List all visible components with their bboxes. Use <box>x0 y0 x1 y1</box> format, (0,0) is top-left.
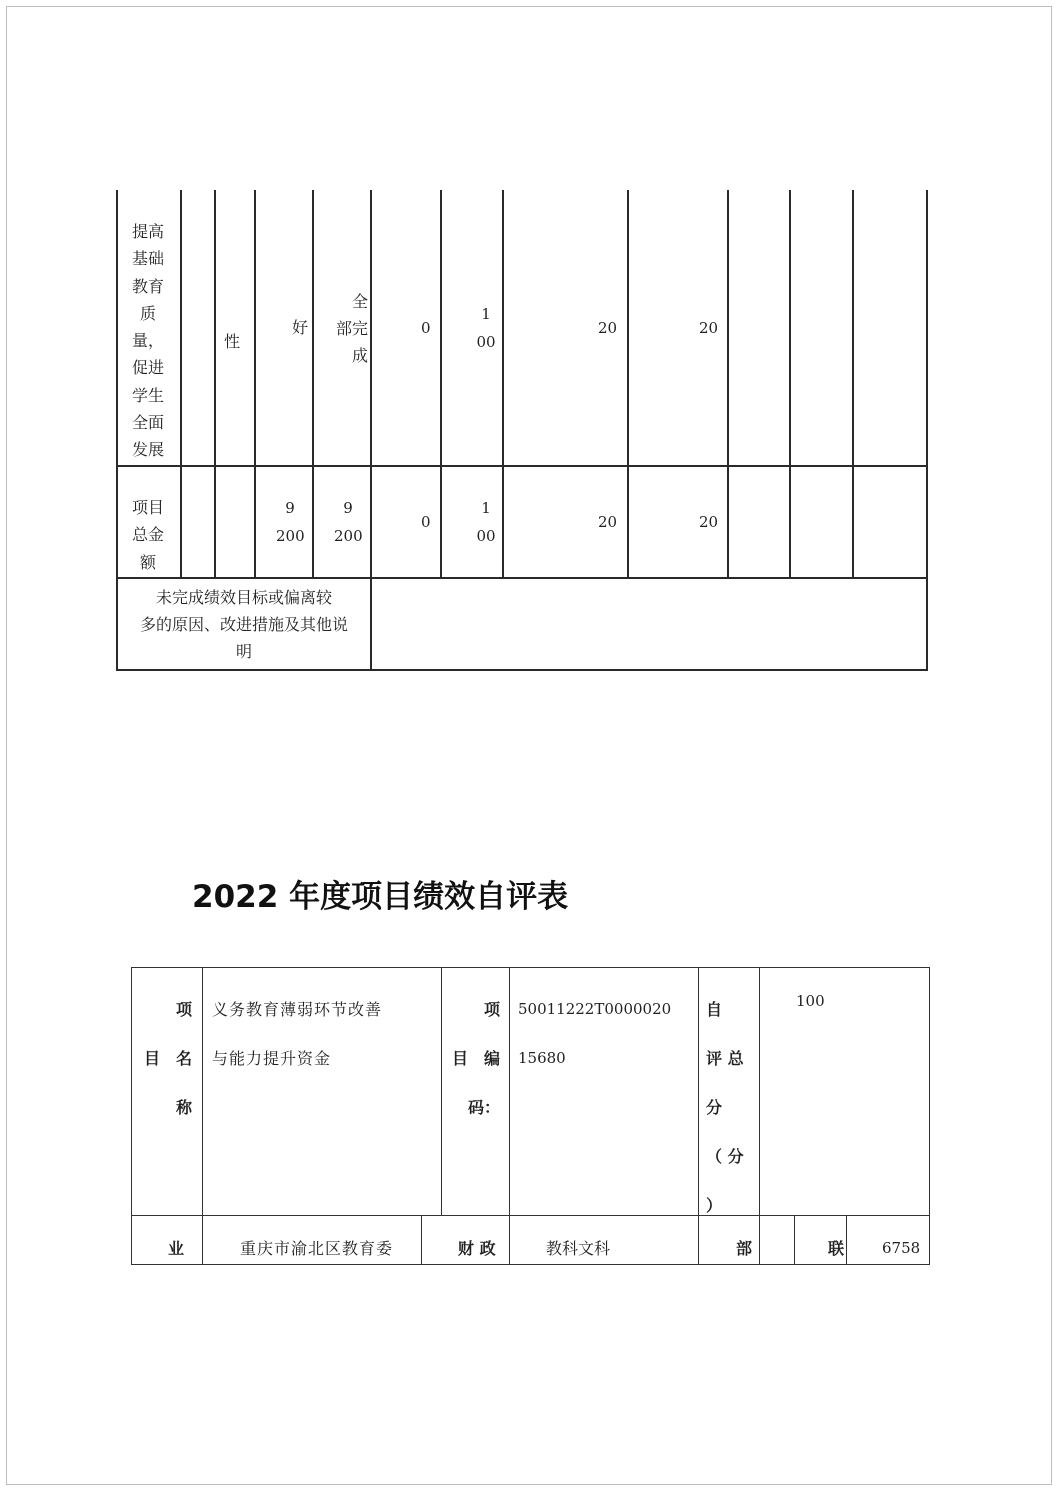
row-amount-target: 9 200 <box>276 499 305 545</box>
row-goal-target: 好 <box>292 318 309 337</box>
row-goal-label: 提高 基础 教育 质 量， 促进 学生 全面 发展 <box>131 222 164 460</box>
unit-label: 业 <box>168 1239 185 1258</box>
page-title: 2022 年度项目绩效自评表 <box>192 879 569 915</box>
self-score-value: 100 <box>796 992 825 1010</box>
contact-value: 6758 <box>882 1239 921 1257</box>
self-score-label: 自 评 总 分 （ 分 ） <box>706 1000 744 1215</box>
row-amount-actual: 9 200 <box>334 499 363 545</box>
note-label: 未完成绩效目标或偏离较 多的原因、改进措施及其他说 明 <box>139 588 348 661</box>
row-amount-label: 项目 总金 额 <box>131 498 164 572</box>
contact-label: 联 <box>828 1239 845 1258</box>
row-amount-rate: 1 00 <box>476 499 496 545</box>
row-goal-score: 20 <box>699 319 719 337</box>
finance-label: 财 政 <box>458 1239 496 1258</box>
row-amount-score: 20 <box>699 513 719 531</box>
row-amount-deviation: 0 <box>421 513 431 531</box>
row-goal-rate: 1 00 <box>476 305 496 351</box>
project-name-value: 义务教育薄弱环节改善 与能力提升资金 <box>212 1000 383 1068</box>
project-code-label: 项 目 编 码： <box>451 1000 500 1117</box>
row-goal-actual: 全 部完 成 <box>335 292 368 365</box>
finance-value: 教科文科 <box>546 1239 611 1258</box>
dept-label: 部 <box>736 1239 753 1258</box>
unit-value: 重庆市渝北区教育委 <box>240 1239 394 1258</box>
row-amount-weight: 20 <box>598 513 618 531</box>
project-name-label: 项 目 名 称 <box>143 1000 192 1117</box>
project-code-value: 50011222T0000020 15680 <box>518 1000 672 1067</box>
row-goal-weight: 20 <box>598 319 618 337</box>
row-goal-attr: 性 <box>224 332 241 351</box>
row-goal-deviation: 0 <box>421 319 431 337</box>
